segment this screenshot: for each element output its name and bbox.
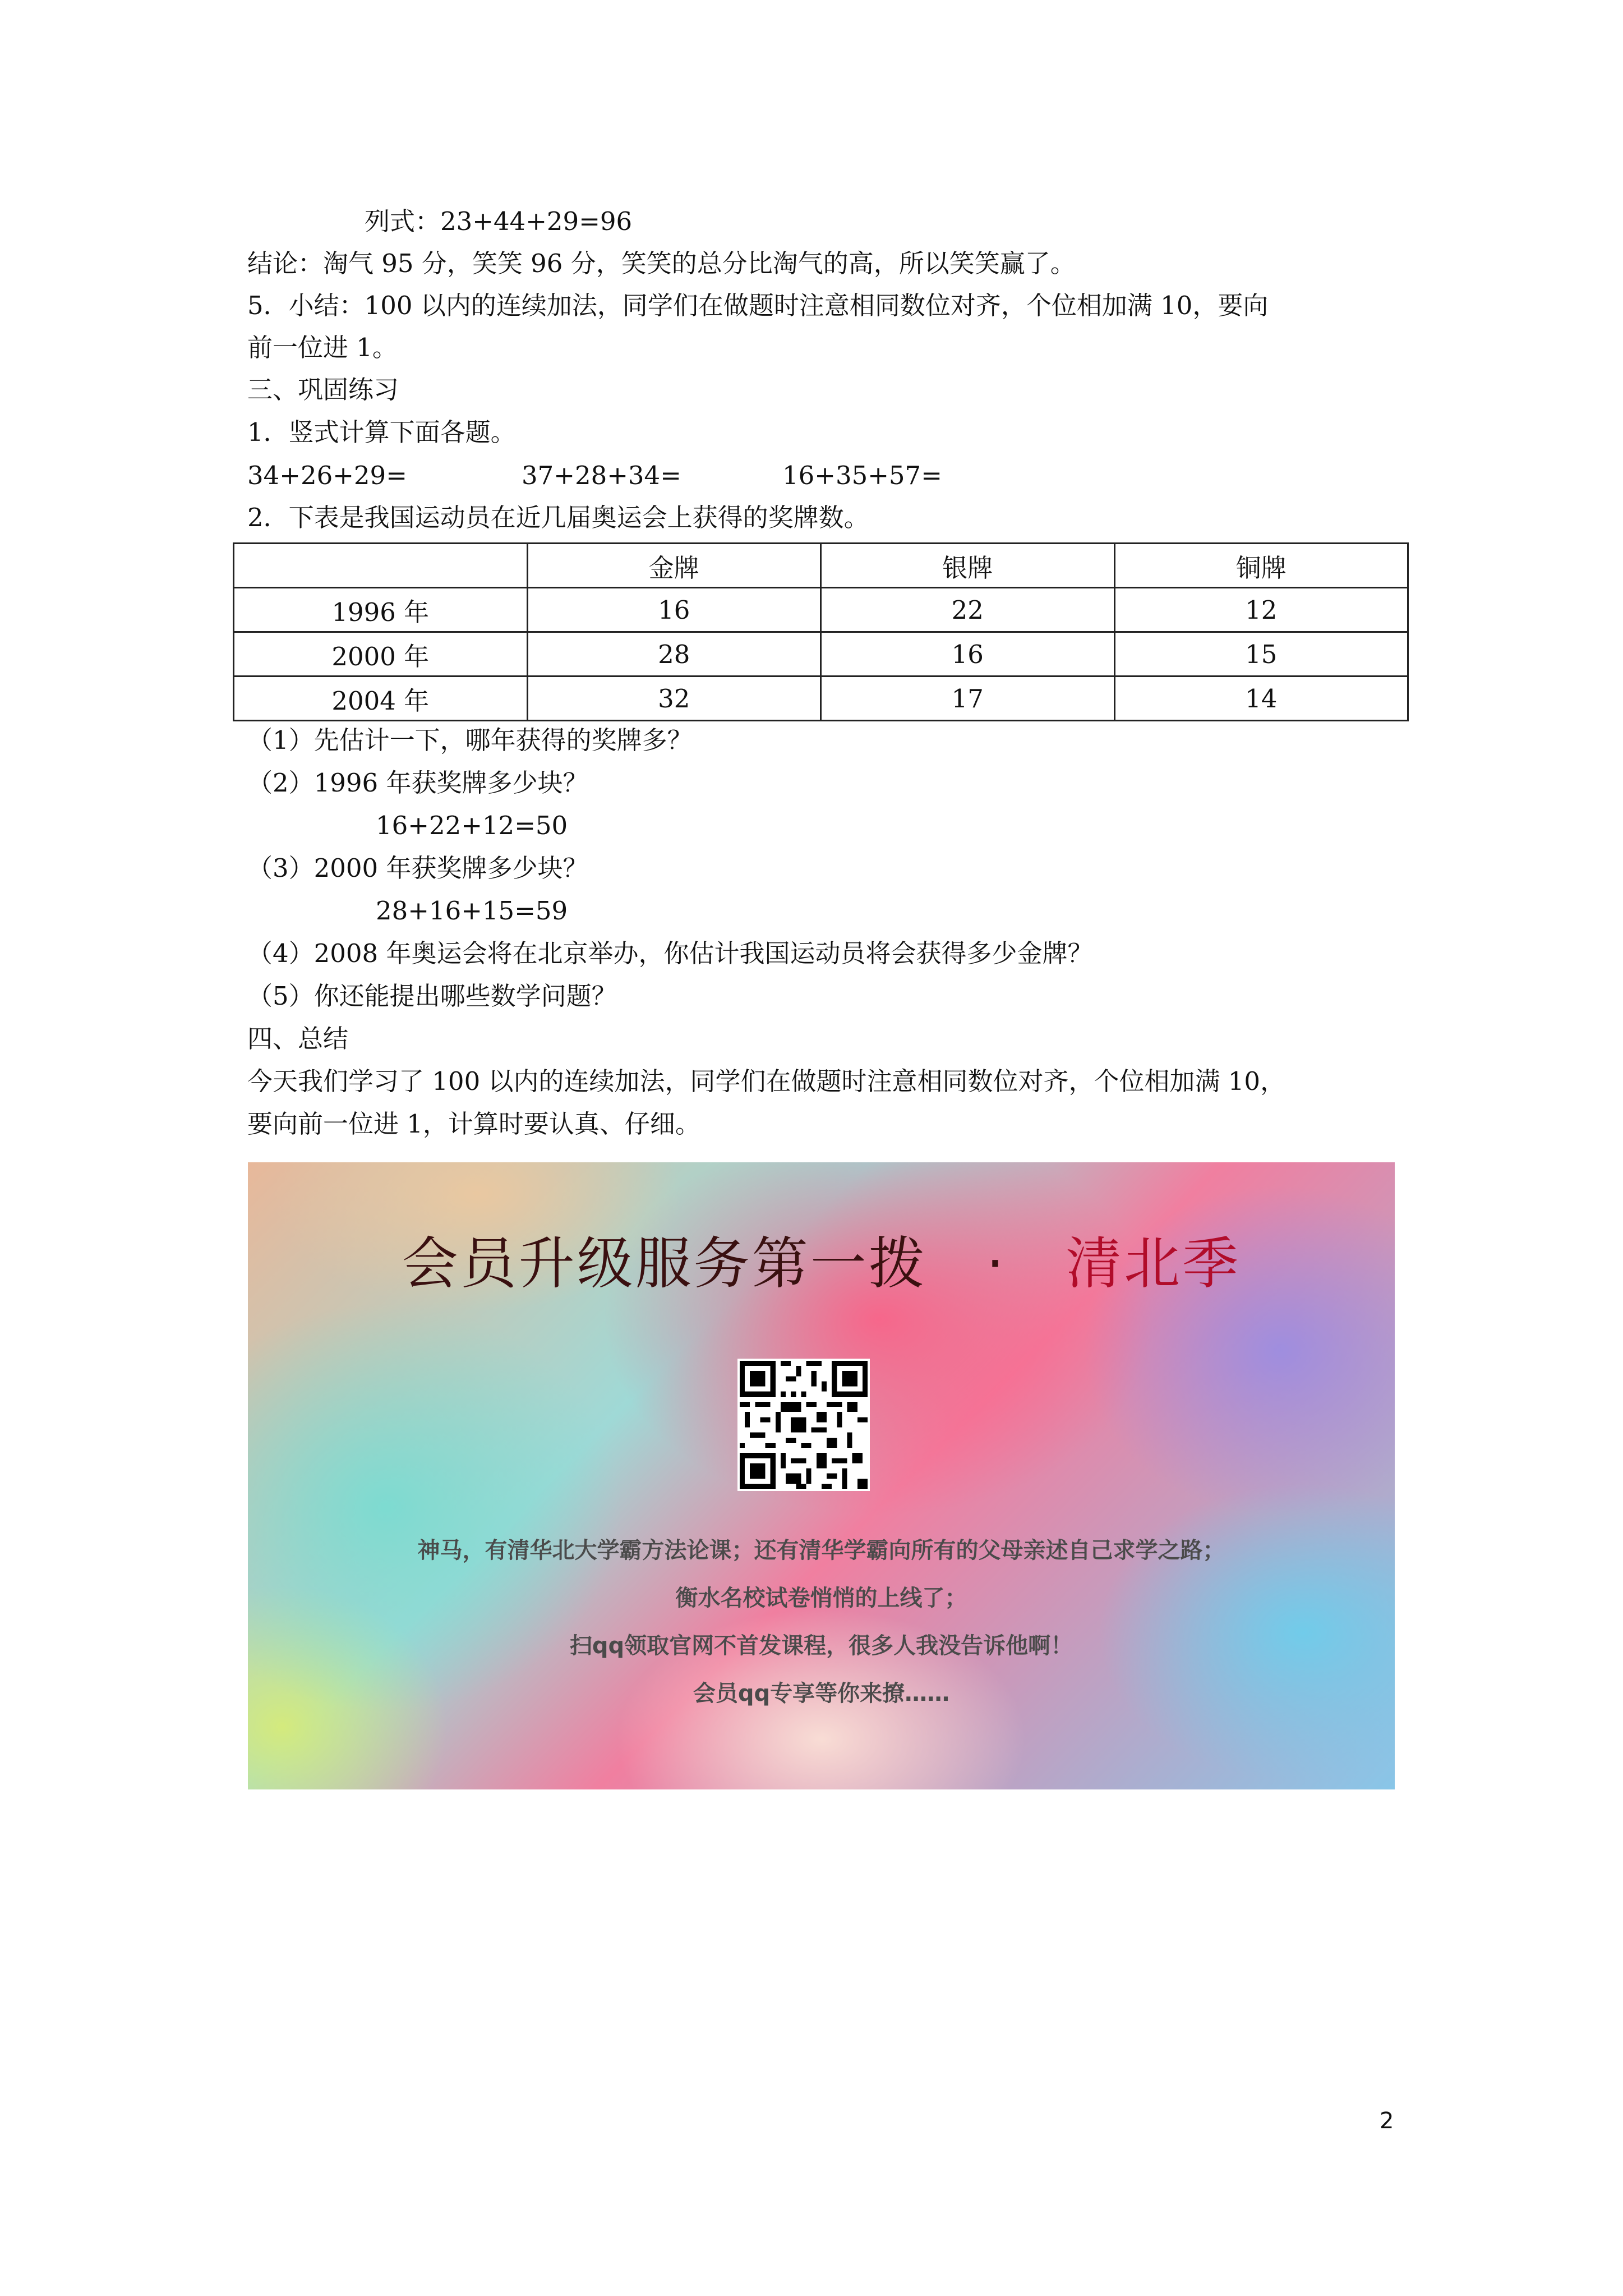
banner-text-line-4: 会员qq专享等你来撩…… <box>693 1681 950 1706</box>
table-cell: 17 <box>821 677 1115 721</box>
table-cell: 16 <box>527 588 821 632</box>
formula-line: 列式：23+44+29=96 <box>365 206 633 236</box>
section-heading-3: 三、巩固练习 <box>247 375 399 404</box>
table-cell: 32 <box>527 677 821 721</box>
question-1: （1）先估计一下，哪年获得的奖牌多？ <box>247 725 693 755</box>
table-cell: 16 <box>821 632 1115 677</box>
summary-line-1: 5．小结：100 以内的连续加法，同学们在做题时注意相同数位对齐，个位相加满 10，要向 <box>247 291 1269 320</box>
final-summary-line-1: 今天我们学习了 100 以内的连续加法，同学们在做题时注意相同数位对齐，个位相加满 10， <box>247 1066 1286 1096</box>
banner-title-part2: 清北季 <box>1066 1231 1241 1296</box>
exercise-2-prompt: 2．下表是我国运动员在近几届奥运会上获得的奖牌数。 <box>247 503 869 532</box>
question-3: （3）2000 年获奖牌多少块？ <box>247 853 588 883</box>
exercise-1-prompt: 1．竖式计算下面各题。 <box>247 417 516 447</box>
answer-2: 16+22+12=50 <box>376 811 568 840</box>
table-cell: 28 <box>527 632 821 677</box>
summary-line-2: 前一位进 1。 <box>247 333 398 362</box>
promo-banner[interactable] <box>248 1162 1395 1789</box>
banner-text-line-3: 扫qq领取官网不首发课程，很多人我没告诉他啊！ <box>569 1633 1073 1659</box>
calc-problem-b: 37+28+34= <box>522 461 681 490</box>
conclusion-line: 结论：淘气 95 分，笑笑 96 分，笑笑的总分比淘气的高，所以笑笑赢了。 <box>247 249 1076 278</box>
table-row <box>234 588 1408 632</box>
banner-text-line-2: 衡水名校试卷悄悄的上线了； <box>675 1585 967 1611</box>
qr-code-icon[interactable] <box>737 1359 870 1491</box>
table-cell: 22 <box>821 588 1115 632</box>
table-header-cell: 金牌 <box>527 544 821 588</box>
banner-title-part1: 会员升级服务第一拨 <box>402 1231 927 1296</box>
table-cell: 2000 年 <box>234 632 528 677</box>
table-cell: 14 <box>1114 677 1408 721</box>
table-row <box>234 632 1408 677</box>
table-header-row <box>234 544 1408 588</box>
question-2: （2）1996 年获奖牌多少块？ <box>247 768 588 798</box>
question-5: （5）你还能提出哪些数学问题？ <box>247 981 617 1011</box>
table-header-cell: 银牌 <box>821 544 1115 588</box>
table-row <box>234 677 1408 721</box>
calc-problem-a: 34+26+29= <box>247 461 407 490</box>
medal-table <box>233 542 1409 721</box>
section-heading-4: 四、总结 <box>247 1024 349 1053</box>
calc-problem-c: 16+35+57= <box>782 461 942 490</box>
table-cell: 1996 年 <box>234 588 528 632</box>
table-cell: 12 <box>1114 588 1408 632</box>
table-header-cell <box>234 544 528 588</box>
answer-3: 28+16+15=59 <box>376 896 568 926</box>
banner-text-line-1: 神马，有清华北大学霸方法论课；还有清华学霸向所有的父母亲述自己求学之路； <box>417 1538 1225 1563</box>
page-number: 2 <box>1380 2108 1394 2134</box>
final-summary-line-2: 要向前一位进 1，计算时要认真、仔细。 <box>247 1109 700 1139</box>
banner-title <box>248 1218 1395 1299</box>
table-cell: 15 <box>1114 632 1408 677</box>
table-header-cell: 铜牌 <box>1114 544 1408 588</box>
banner-title-dot: · <box>986 1231 1007 1296</box>
table-cell: 2004 年 <box>234 677 528 721</box>
question-4: （4）2008 年奥运会将在北京举办，你估计我国运动员将会获得多少金牌？ <box>247 938 1093 968</box>
